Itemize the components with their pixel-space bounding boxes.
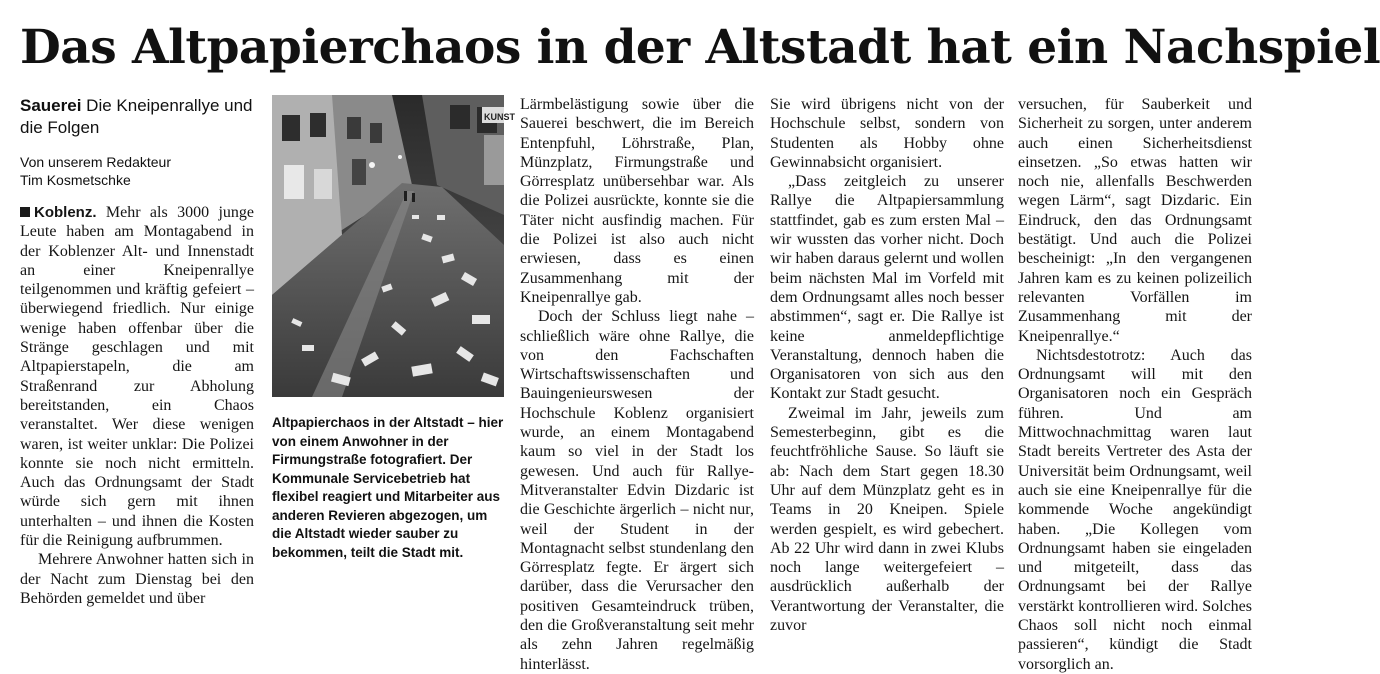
- kicker-label: Sauerei: [20, 96, 82, 115]
- article-paragraph: [20, 203, 254, 550]
- byline: [20, 153, 254, 189]
- article-column-4: [770, 95, 1004, 635]
- article-column-3: [520, 95, 754, 673]
- article-paragraph: Sie wird übrigens nicht von der Hochschule selbst, sondern von Studenten als Hobby ohne Gewinnabsicht organisiert.: [770, 96, 1004, 171]
- shop-sign-text: KUNST: [484, 112, 515, 122]
- byline-author: Tim Kosmetschke: [20, 172, 131, 188]
- article-paragraph: Mehrere Anwohner hatten sich in der Nacht zum Dienstag bei den Behörden gemeldet und über: [20, 551, 254, 607]
- street-photo: [272, 95, 515, 397]
- street-photo-graphic: [272, 95, 515, 397]
- article-paragraph: versuchen, für Sauberkeit und Sicherheit zu sorgen, unter anderem auch einen Sicherheitsdienst einsetzen. „So etwas hatten wir noch nie, allenfalls Beschwerden wegen Lärm“, sagt Dizdaric. Ein Eindruck, den das Ordnungsamt bestätigt. Und auch die Polizei bescheinigt: „In den vergangenen Jahren kam es zu keinen polizeilich relevanten Vorfällen im Zusammenhang mit der Kneipenrallye.“: [1018, 96, 1252, 345]
- kicker: [20, 95, 254, 139]
- paragraph-text: Mehr als 3000 junge Leute haben am Montagabend in der Koblenzer Alt- und Innenstadt an einer Kneipenrallye teilgenommen und kräftig gefeiert – überwiegend friedlich. Nur einige wenige haben offenbar über die Stränge geschlagen und mit Altpapierstapeln, die am Straßenrand zur Abholung bereitstanden, ein Chaos veranstaltet. Wer diese wenigen waren, ist weiter unklar: Die Polizei konnte sie noch nicht ermitteln. Auch das Ordnungsamt der Stadt würde sich gern mit ihnen unterhalten – und ihnen die Kosten für die Reinigung aufbrummen.: [20, 204, 255, 550]
- photo-caption: Altpapierchaos in der Altstadt – hier von einem Anwohner in der Firmungstraße fotografiert. Der Kommunale Servicebetrieb hat flexibel reagiert und Mitarbeiter aus anderen Revieren abgezogen, um die Altstadt wieder sauber zu bekommen, teilt die Stadt mit.: [272, 415, 504, 560]
- kicker-text: Die Kneipenrallye und die Folgen: [20, 96, 253, 137]
- byline-line-1: Von unserem Redakteur: [20, 154, 171, 170]
- dateline: Koblenz.: [34, 204, 97, 221]
- headline: Das Altpapierchaos in der Altstadt hat ein Nachspiel: [20, 20, 1380, 75]
- article-paragraph: Nichtsdestotrotz: Auch das Ordnungsamt will mit den Organisatoren noch ein Gespräch führen. Und am Mittwochnachmittag waren laut Stadt bereits Vertreter des Asta der Universität beim Ordnungsamt, weil auch sie eine Kneipenrallye für die kommende Woche angekündigt haben. „Die Kollegen vom Ordnungsamt haben sie eingeladen und mitgeteilt, dass das Ordnungsamt bei der Rallye verstärkt kontrollieren wird. Solches Chaos soll nicht noch einmal passieren“, kündigt die Stadt vorsorglich an.: [1018, 346, 1252, 673]
- dateline-square-icon: [20, 207, 30, 217]
- article-paragraph: Doch der Schluss liegt nahe – schließlich wäre ohne Rallye, die von den Fachschaften Wirtschaftswissenschaften und Bauingenieurswesen der Hochschule Koblenz organisiert wurde, an einem Montagabend kaum so viel in der Stadt los gewesen. Und auch für Rallye-Mitveranstalter Edvin Dizdaric ist die Geschichte ärgerlich – nicht nur, weil der Student in der Montagnacht selbst stundenlang den Görresplatz fegte. Er ärgert sich darüber, dass die Verursacher den positiven Gesamteindruck trüben, den die Großveranstaltung seit mehr als zehn Jahren regelmäßig hinterlässt.: [520, 308, 754, 673]
- article-paragraph: Zweimal im Jahr, jeweils zum Semesterbeginn, gibt es die feuchtfröhliche Sause. So läuft sie ab: Nach dem Start gegen 18.30 Uhr auf dem Münzplatz geht es in Teams in 20 Kneipen. Spiele werden gespielt, es wird gebechert. Ab 22 Uhr wird dann in zwei Klubs noch lange weitergefeiert – ausdrücklich außerhalb der Verantwortung der Veranstalter, die zuvor: [770, 404, 1004, 635]
- article-column-5: [1018, 95, 1252, 673]
- article-paragraph: „Dass zeitgleich zu unserer Rallye die Altpapiersammlung stattfindet, gab es zum ersten Mal – wir wussten das vorher nicht. Doch wir haben daraus gelernt und wollen beim nächsten Mal im Vorfeld mit dem Ordnungsamt alles noch besser abstimmen“, sagt er. Die Rallye ist keine anmeldepflichtige Veranstaltung, dennoch haben die Organisatoren von sich aus den Kontakt zur Stadt gesucht.: [770, 173, 1004, 403]
- article-paragraph: Lärmbelästigung sowie über die Sauerei beschwert, die im Bereich Entenpfuhl, Löhrstraße, Plan, Münzplatz, Firmungstraße und Görresplatz unübersehbar war. Als die Polizei ausrückte, konnte sie die Täter nicht ausfindig machen. Für die Polizei ist also auch nicht erwiesen, dass es einen Zusammenhang mit der Kneipenrallye gab.: [520, 96, 754, 306]
- article-column-1: [20, 95, 255, 607]
